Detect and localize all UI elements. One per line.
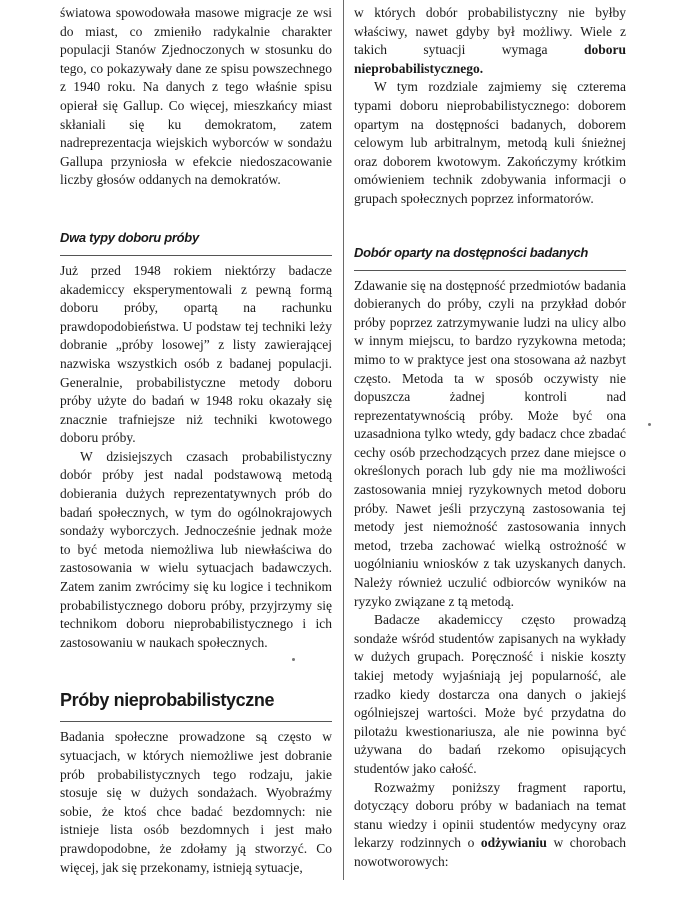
key-term: doboru nieprobabilistycznego. [354,42,626,76]
heading-rule [354,270,626,271]
column-divider [343,0,344,880]
text-run: Rozważmy poniższy fragment raportu, dotyczący doboru próby w badaniach na temat stanu wiedzy i opinii studentów medycyny oraz lekarzy rodzinnych o [354,779,626,851]
scan-speck [648,423,651,426]
heading-rule [60,255,332,256]
right-column [354,4,626,872]
chapter-heading: Próby nieprobabilistyczne [60,690,275,711]
text-run: w chorobach nowotworowych: [354,835,626,869]
paragraph: Badania społeczne prowadzone są często w sytuacjach, w których niemożliwe jest dobranie prób probabilistycznych tego rodzaju, jakie stosuje się w dużych sondażach. Wyobraźmy sobie, że ktoś chce badać bezdomnych: nie istnieje lista osób bezdomnych i jest mało prawdopodobne, że zdołamy ją stworzyć. Co więcej, jak się przekonamy, istnieją sytuacje, [60,729,332,875]
paragraph: W dzisiejszych czasach probabilistyczny dobór próby jest nadal podstawową metodą dobierania dużych reprezentatywnych prób do badań społecznych, w tym do ogólnokrajowych sondaży wyborczych. Jednocześnie jednak może to być metoda niemożliwa lub niewłaściwa do zastosowania w wielu sytuacjach badawczych. Zatem zanim zwrócimy się ku logice i technikom probabilistycznego doboru próby, przyjrzymy się technikom doboru nieprobabilistycznego i ich zastosowaniu w naukach społecznych. [60,448,332,650]
paragraph [354,4,626,78]
paragraph [354,779,626,872]
key-term: odżywianiu [480,835,547,851]
paragraph: Zdawanie się na dostępność przedmiotów badania dobieranych do próby, czyli na przykład dobór próby poprzez zatrzymywanie ludzi na ulicy albo w innym miejscu, to bardzo ryzykowna metoda; mimo to w praktyce jest ona stosowana aż nazbyt często. Metoda ta w sposób oczywisty nie dopuszcza żadnej kontroli nad reprezentatywnością próby. Może być ona uzasadniona tylko wtedy, gdy badacz chce zbadać cechy osób przechodzących przez dane miejsce o określonych porach lub gdy nie ma możliwości zastosowania mniej ryzykownych metod doboru próby. Nawet jeśli przyczyną zastosowania tej metody jest niemożność zastosowania innych metod, trzeba zachować wielką ostrożność w uogólnianiu wniosków z tak uzyskanych danych. Należy również uczulić odbiorców wyników na ryzyko związane z tą metodą. [354,277,626,609]
left-column [60,4,332,877]
paragraph: W tym rozdziale zajmiemy się czterema typami doboru nieprobabilistycznego: doborem opartym na dostępności badanych, doborem celowym lub arbitralnym, metodą kuli śnieżnej oraz doborem kwotowym. Zakończymy krótkim omówieniem technik zdobywania informacji o grupach społecznych poprzez informatorów. [354,79,626,206]
scan-speck [292,658,295,661]
section-heading: Dobór oparty na dostępności badanych [354,244,589,260]
paragraph: światowa spowodowała masowe migracje ze wsi do miast, co zmieniło radykalnie charakter populacji Stanów Zjednoczonych w stosunku do tego, co pokazywały dane ze spisu powszechnego z 1940 roku. Na danych z tego właśnie spisu opierał się Gallup. Co więcej, mieszkańcy miast skłaniali się ku demokratom, zatem nadreprezentacja wiejskich wyborców w sondażu Gallupa przyniosła w efekcie niedoszacowanie liczby głosów oddanych na demokratów. [60,5,332,188]
text-run: w których dobór probabilistyczny nie byłby właściwy, nawet gdyby był możliwy. Wiele z takich sytuacji wymaga [354,5,626,58]
paragraph: Badacze akademiccy często prowadzą sondaże wśród studentów zapisanych na wykłady w dużych grupach. Poręczność i niskie koszty takiej metody wyjaśniają jej popularność, ale rzadko kiedy dostarcza ona danych o jakiejś ogólniejszej wartości. Może być przydatna do pilotażu kwestionariusza, ale nie powinna być używana do badań rzekomo opisujących studentów jako całość. [354,612,626,776]
heading-rule [60,721,332,722]
section-heading: Dwa typy doboru próby [60,229,199,245]
paragraph: Już przed 1948 rokiem niektórzy badacze akademiccy eksperymentowali z pewną formą doboru próby, opartą na rachunku prawdopodobieństwa. U podstaw tej techniki leży dobranie „próby losowej” z listy zawierającej nazwiska wszystkich osób z badanej populacji. Generalnie, probabilistyczne metody doboru próby użyte do badań w 1948 roku okazały się znacznie trafniejsze niż techniki kwotowego doboru próby. [60,262,332,446]
